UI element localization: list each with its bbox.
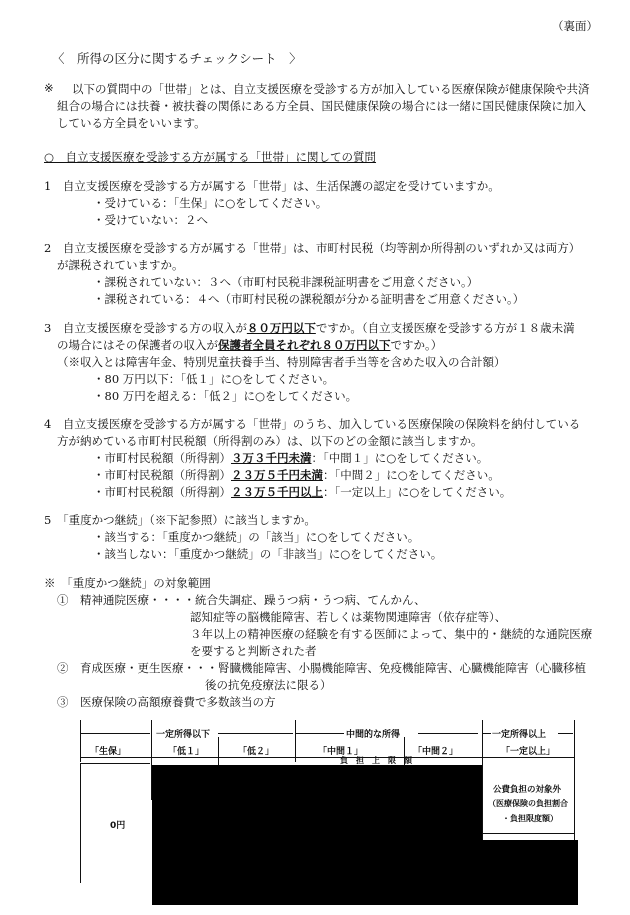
- category-label: 「生保」: [90, 747, 127, 757]
- q5-option: ・該当する：「重度かつ継続」の「該当」に○をしてください。: [93, 530, 420, 544]
- category-label: 「中間２」: [413, 747, 459, 757]
- burden-area: [482, 840, 578, 905]
- divider: [295, 720, 296, 762]
- q3-text: ですか。）: [390, 338, 443, 352]
- q4-option-instruction: ：「中間２」に○をしてください。: [323, 468, 500, 482]
- q4-text: 4 自立支援医療を受診する方が属する「世帯」のうち、加入している医療保険の保険料を納付している: [44, 417, 581, 431]
- zero-label: 0円: [110, 821, 126, 831]
- scope-heading: ※ 「重度かつ継続」の対象範囲: [44, 576, 211, 590]
- group-mid-label: 中間的な所得: [346, 730, 401, 740]
- q1-option: ・受けていない：２へ: [93, 213, 208, 227]
- q3-line1: [44, 320, 575, 336]
- note-line: している方全員をいいます。: [57, 116, 206, 130]
- arrow-line-top: [418, 733, 478, 734]
- zero-box-line: [80, 763, 81, 883]
- exempt-label: ・負担限度額）: [502, 814, 558, 823]
- cap-label: 負 担 上 限 額: [340, 756, 412, 765]
- scope-item-1: を要すると判断された者: [190, 644, 317, 658]
- q3-line2: [57, 337, 442, 353]
- q4-threshold: ３万３千円未満: [231, 451, 312, 465]
- q4-threshold: ２３万５千円以上: [231, 485, 323, 499]
- category-label: 「中間１」: [318, 747, 364, 757]
- arrow-line-top: [218, 733, 293, 734]
- q4-option: [93, 484, 511, 500]
- scope-item-2: 後の抗免疫療法に限る）: [205, 678, 332, 692]
- section-heading: ○ 自立支援医療を受診する方が属する「世帯」に関しての質問: [44, 150, 377, 164]
- burden-area: [152, 765, 482, 905]
- row-line: [80, 757, 574, 758]
- arrow-line-top: [80, 733, 150, 734]
- exempt-label: 公費負担の対象外: [493, 785, 562, 795]
- note-line: 以下の質問中の「世帯」とは、自立支援医療を受診する方が加入している医療保険が健康保険や共済: [72, 82, 590, 96]
- note-mark: ※: [44, 81, 54, 95]
- q3-guardian-limit: 保護者全員それぞれ８０万円以下: [218, 338, 391, 352]
- scope-item-1: 認知症等の脳機能障害、若しくは薬物関連障害（依存症等）、: [190, 610, 507, 624]
- note-line: 組合の場合には扶養・被扶養の関係にある方全員、国民健康保険の場合には一緒に国民健康保険に加入: [57, 99, 586, 113]
- divider: [218, 737, 219, 767]
- q2-option: ・課税されている：４へ（市町村民税の課税額が分かる証明書をご用意ください。）: [93, 292, 525, 306]
- q3-text: 3 自立支援医療を受診する方の収入が: [44, 321, 247, 335]
- q3-option: ・80 万円を超える：「低２」に○をしてください。: [93, 389, 358, 403]
- q3-note: （※収入とは障害年金、特別児童扶養手当、特別障害者手当等を含めた収入の合計額）: [57, 355, 506, 369]
- q5-text: 5 「重度かつ継続」（※下記参照）に該当しますか。: [44, 513, 316, 527]
- q4-option: [93, 450, 488, 466]
- scope-item-3: ③ 医療保険の高額療養費で多数該当の方: [57, 695, 276, 709]
- scope-item-1: ３年以上の精神医療の経験を有する医師によって、集中的・継続的な通院医療: [190, 627, 593, 641]
- divider: [80, 720, 81, 762]
- q4-option-instruction: ：「一定以上」に○をしてください。: [323, 485, 512, 499]
- q4-option-label: ・市町村民税額（所得割）: [93, 485, 231, 499]
- page-side-label: （裏面）: [552, 19, 598, 33]
- q4-threshold: ２３万５千円未満: [231, 468, 323, 482]
- q4-option-label: ・市町村民税額（所得割）: [93, 451, 231, 465]
- q2-option: ・課税されていない：３へ（市町村民税非課税証明書をご用意ください。）: [93, 275, 479, 289]
- zero-box-line: [80, 763, 150, 764]
- q1-option: ・受けている：「生保」に○をしてください。: [93, 196, 328, 210]
- arrow-line-top: [483, 733, 491, 734]
- exempt-box-line: [482, 833, 574, 834]
- q3-text: ですか。（自立支援医療を受診する方が１８歳未満: [315, 321, 575, 335]
- group-high-label: 一定所得以上: [492, 730, 547, 740]
- scope-item-2: ② 育成医療・更生医療・・・腎臓機能障害、小腸機能障害、免疫機能障害、心臓機能障害（心臓移植: [57, 661, 586, 675]
- category-label: 「一定以上」: [501, 747, 556, 757]
- q3-text: の場合にはその保護者の収入が: [57, 338, 218, 352]
- group-low-label: 一定所得以下: [156, 730, 211, 740]
- q5-option: ・該当しない：「重度かつ継続」の「非該当」に○をしてください。: [93, 547, 443, 561]
- q4-text: 方が納めている市町村民税額（所得割のみ）は、以下のどの金額に該当しますか。: [57, 434, 483, 448]
- page-title: 〈 所得の区分に関するチェックシート 〉: [52, 51, 302, 66]
- q2-text: が課税されていますか。: [57, 258, 184, 272]
- category-label: 「低２」: [238, 747, 275, 757]
- category-label: 「低１」: [168, 747, 205, 757]
- q4-option-instruction: ：「中間１」に○をしてください。: [311, 451, 489, 465]
- arrow-line-top: [558, 733, 573, 734]
- exempt-label: （医療保険の負担割合: [488, 799, 568, 808]
- income-class-diagram: [78, 715, 578, 905]
- q4-option-label: ・市町村民税額（所得割）: [93, 468, 231, 482]
- q3-income-limit: ８０万円以下: [246, 321, 316, 335]
- q2-text: 2 自立支援医療を受診する方が属する「世帯」は、市町村民税（均等割か所得割のいずれか又は両方）: [44, 241, 581, 255]
- q3-option: ・80 万円以下：「低１」に○をしてください。: [93, 372, 335, 386]
- q4-option: [93, 467, 500, 483]
- scope-item-1: ① 精神通院医療・・・・統合失調症、躁うつ病・うつ病、てんかん、: [57, 593, 426, 607]
- arrow-line-top: [296, 733, 344, 734]
- q1-text: 1 自立支援医療を受診する方が属する「世帯」は、生活保護の認定を受けていますか。: [44, 179, 500, 193]
